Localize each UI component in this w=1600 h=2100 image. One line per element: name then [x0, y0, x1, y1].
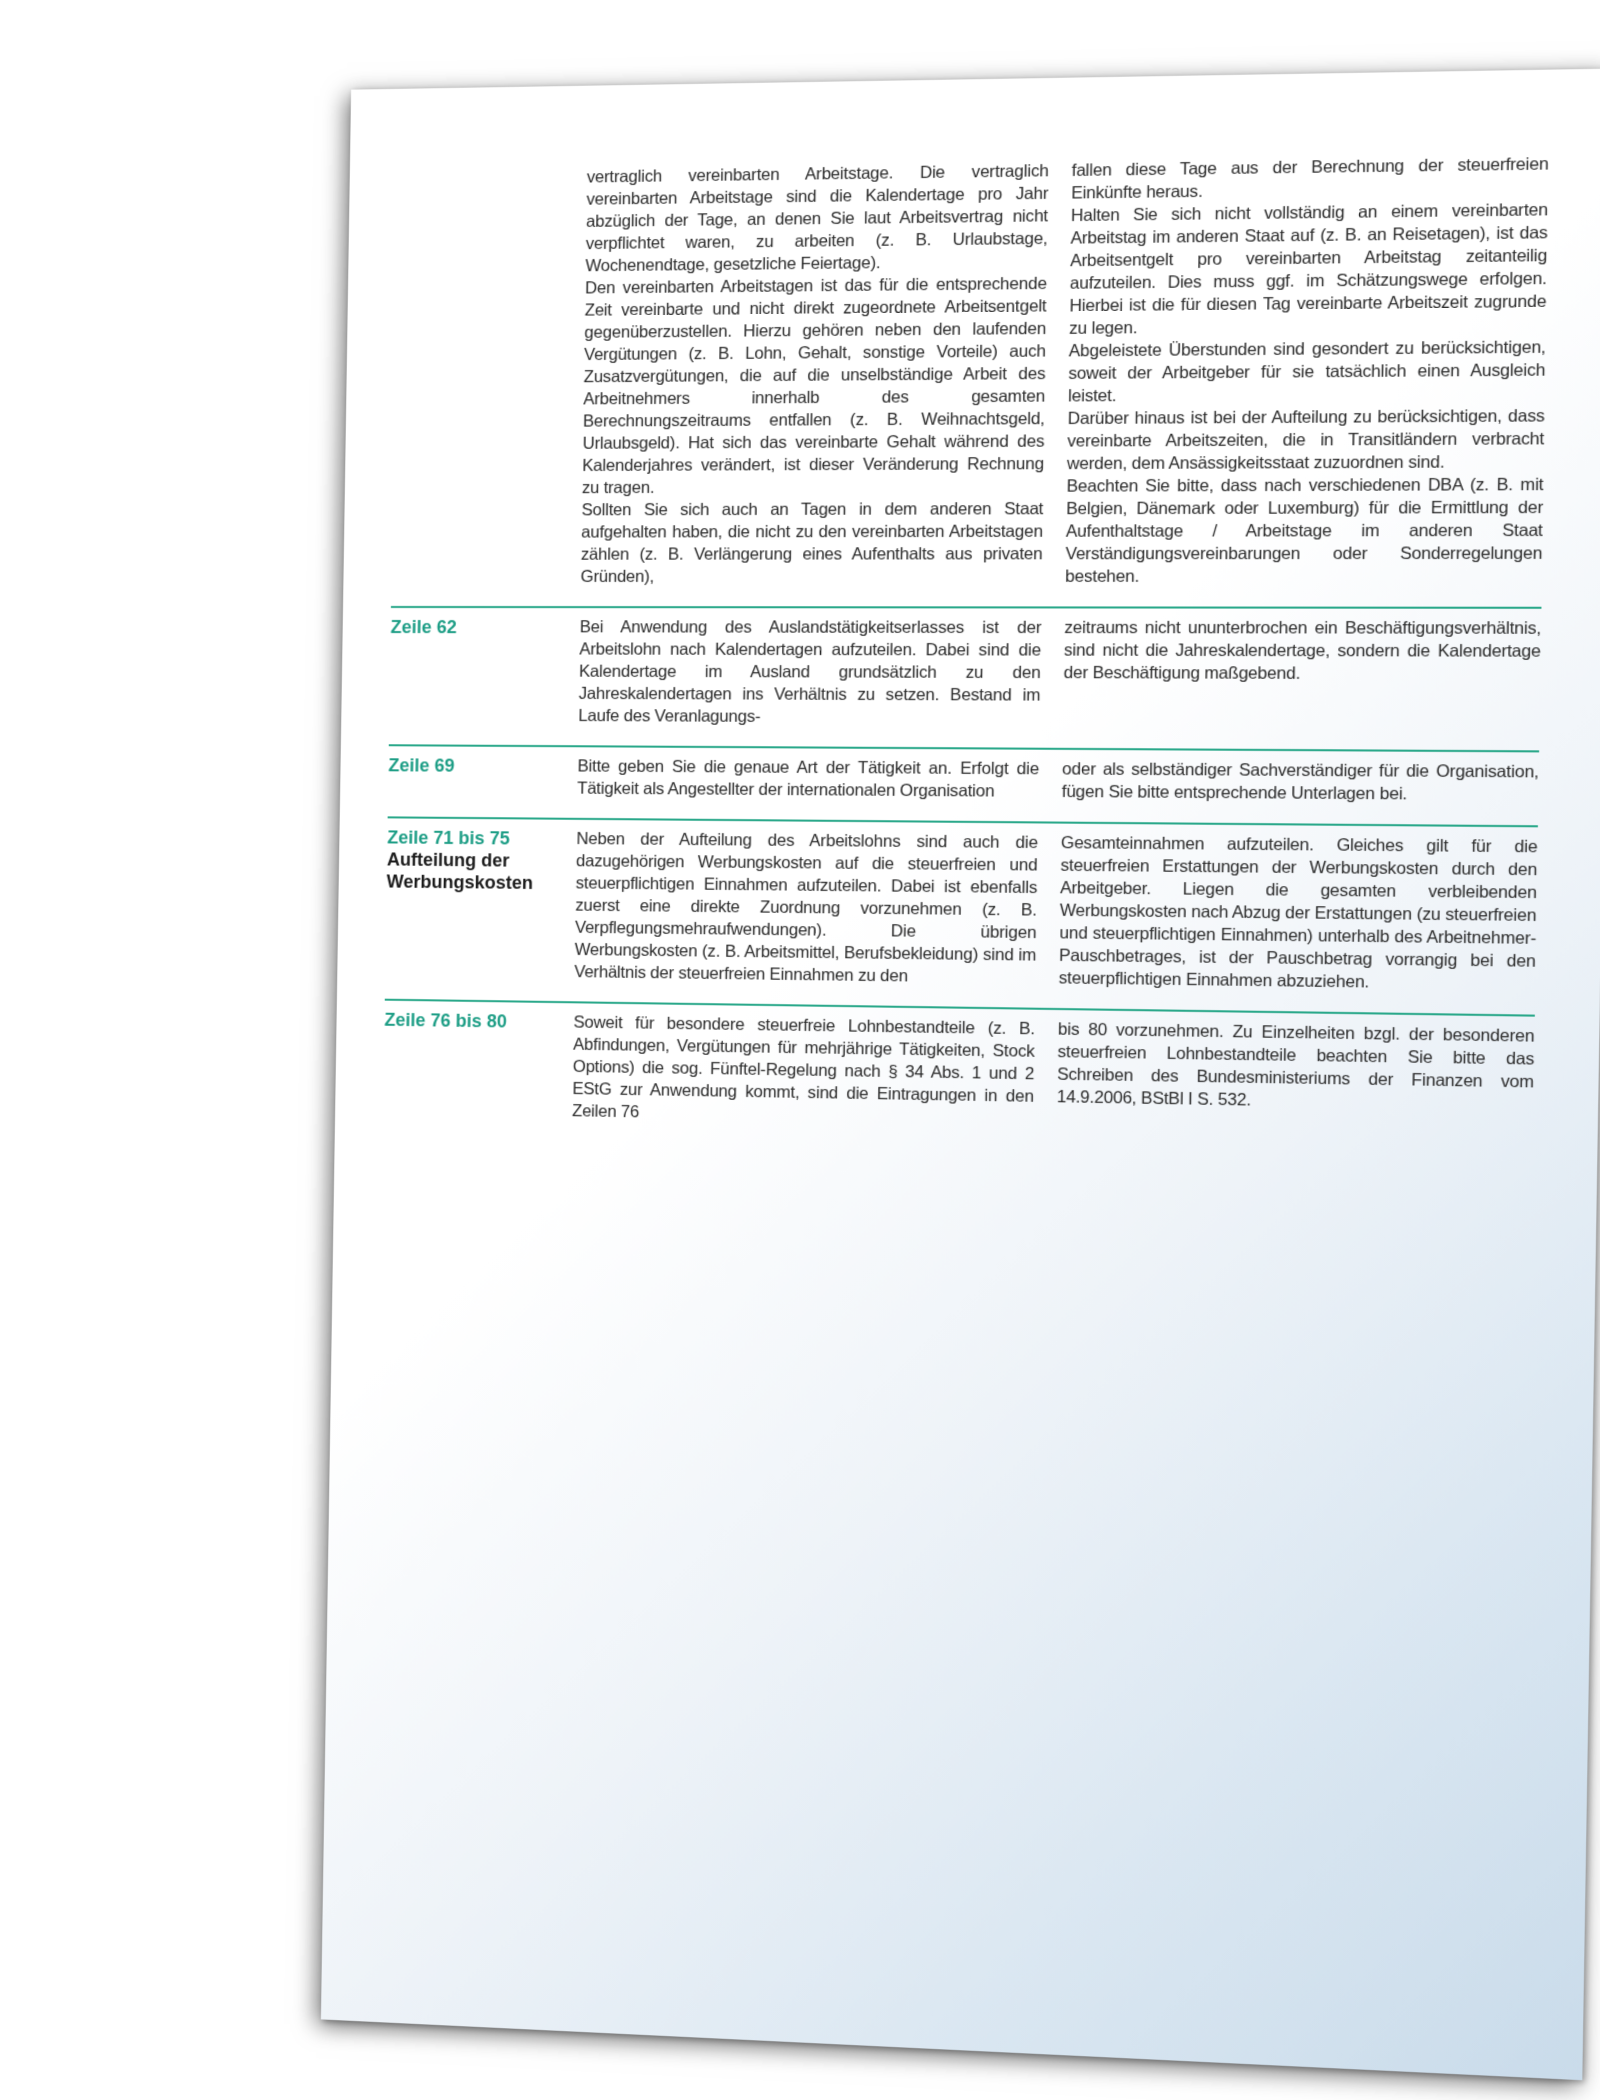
- section-zeile-71-bis-75: [385, 816, 1538, 996]
- intro-right-paragraph-3: Abgeleistete Überstunden sind gesondert zu berücksichtigen, soweit der Arbeitgeber für sie tatsächlich einen Ausgleich leistet.: [1067, 338, 1546, 406]
- intro-label-spacer: [391, 166, 587, 588]
- section-left-text: Soweit für besondere steuerfreie Lohnbestandteile (z. B. Abfindungen, Vergütungen für mehrjährige Tätigkeiten, Stock Options) die sog. Fünftel-Regelung nach § 34 Abs. 1 und 2 EStG zur Anwendung kommt, sind die Eintragungen in den Zeilen 76: [571, 1013, 1036, 1122]
- section-zeile: Zeile 76 bis 80: [384, 1009, 508, 1032]
- intro-right-paragraph-5: Beachten Sie bitte, dass nach verschiedenen DBA (z. B. mit Belgien, Dänemark oder Luxemburg) für die Ermittlung der Aufenthaltstage / Arbeitstage im anderen Staat Verständigungsvereinbarungen oder Sonderregelungen bestehen.: [1065, 475, 1544, 586]
- intro-right-column: [1065, 153, 1549, 588]
- intro-right-paragraph-4: Darüber hinaus ist bei der Aufteilung zu berücksichtigen, dass vereinbarte Arbeitszeiten, die in Transitländern verbracht werden, dem Ansässigkeitsstaat zuzuordnen sind.: [1066, 406, 1545, 474]
- section-zeile-69: [388, 744, 1539, 806]
- intro-left-paragraph-2: Den vereinbarten Arbeitstagen ist das für die entsprechende Zeit vereinbarte und nicht direkt zugeordnete Arbeitsentgelt gegenüberzustellen. Hierzu gehören neben den laufenden Vergütungen (z. B. Lohn, Gehalt, sonstige Vorteile) auch Zusatzvergütungen, die auf die unselbständige Arbeit des Arbeitnehmers innerhalb des gesamten Berechnungszeitraums entfallen (z. B. Weihnachtsgeld, Urlaubsgeld). Hat sich das vereinbarte Gehalt während des Kalenderjahres verändert, ist dieser Veränderung Rechnung zu tragen.: [581, 274, 1048, 498]
- section-left-text: Bei Anwendung des Auslandstätigkeitserlasses ist der Arbeitslohn nach Kalendertagen aufzuteilen. Dabei sind die Kalendertage im Ausland grundsätzlich zu den Jahreskalendertagen ins Verhältnis zu setzen. Bestand im Laufe des Veranlagungs-: [578, 618, 1042, 726]
- section-label: [383, 1009, 574, 1123]
- intro-left-column: [580, 160, 1048, 588]
- section-label: [388, 754, 578, 799]
- section-label: [385, 826, 577, 983]
- section-right-text: Gesamteinnahmen aufzuteilen. Gleiches gilt für die steuerfreien Erstattungen der Werbungskosten durch den Arbeitgeber. Liegen die gesamten verbleibenden Werbungskosten nach Abzug der Erstattungen (zu steuerfreien und steuerpflichtigen Einnahmen) unterhalb des Arbeitnehmer-Pauschbetrages, ist der Pauschbetrag vorrangig bei den steuerpflichtigen Einnahmen abzuziehen.: [1058, 833, 1538, 992]
- section-right-text: zeitraums nicht ununterbrochen ein Beschäftigungsverhältnis, sind nicht die Jahreskalendertage, sondern die Kalendertage der Beschäftigung maßgebend.: [1063, 618, 1542, 683]
- document-content: [383, 153, 1549, 1140]
- document-page: [321, 69, 1600, 2081]
- section-zeile-76-bis-80: [383, 999, 1535, 1140]
- intro-right-paragraph-1: fallen diese Tage aus der Berechnung der steuerfreien Einkünfte heraus.: [1071, 154, 1549, 203]
- section-zeile: Zeile 71 bis 75: [387, 827, 510, 849]
- section-subtitle: Aufteilung der Werbungskosten: [386, 849, 534, 893]
- section-zeile: Zeile 62: [390, 617, 457, 638]
- section-label: [389, 616, 580, 727]
- section-right-text: oder als selbständiger Sachverständiger für die Organisation, fügen Sie bitte entsprechende Unterlagen bei.: [1061, 760, 1539, 804]
- intro-left-paragraph-3: Sollten Sie sich auch an Tagen in dem anderen Staat aufgehalten haben, die nicht zu den vereinbarten Arbeitstagen zählen (z. B. Verlängerung eines Aufenthalts aus privaten Gründen),: [580, 499, 1044, 586]
- section-zeile: Zeile 69: [388, 755, 455, 776]
- section-left-text: Neben der Aufteilung des Arbeitslohns sind auch die dazugehörigen Werbungskosten auf die steuerfreien und steuerpflichtigen Einnahmen aufzuteilen. Dabei ist ebenfalls zuerst eine direkte Zuordnung vorzunehmen (z. B. Verpflegungsmehraufwendungen). Die übrigen Werbungskosten (z. B. Arbeitsmittel, Berufsbekleidung) sind im Verhältnis der steuerfreien Einnahmen zu den: [574, 829, 1039, 986]
- section-right-text: bis 80 vorzunehmen. Zu Einzelheiten bzgl. der besonderen steuerfreien Lohnbestandteile beachten Sie bitte das Schreiben des Bundesministeriums der Finanzen vom 14.9.2006, BStBl I S. 532.: [1056, 1020, 1535, 1110]
- intro-right-paragraph-2: Halten Sie sich nicht vollständig an einem vereinbarten Arbeitstag im anderen Staat auf (z. B. an Reisetagen), ist das Arbeitsentgelt pro vereinbarten Arbeitstag zeitanteilig aufzuteilen. Dies muss ggf. im Schätzungswege erfolgen. Hierbei ist die für diesen Tag vereinbarte Arbeitszeit zugrunde zu legen.: [1068, 200, 1549, 338]
- section-zeile-62: [389, 606, 1541, 732]
- intro-left-paragraph-1: vertraglich vereinbarten Arbeitstage. Die vertraglich vereinbarten Arbeitstage sind die Kalendertage pro Jahr abzüglich der Tage, an denen Sie laut Arbeitsvertrag nicht verpflichtet waren, zu arbeiten (z. B. Urlaubstage, Wochenendtage, gesetzliche Feiertage).: [585, 161, 1049, 276]
- intro-section: [391, 153, 1549, 588]
- section-left-text: Bitte geben Sie die genaue Art der Tätigkeit an. Erfolgt die Tätigkeit als Angestellter der internationalen Organisation: [577, 757, 1040, 801]
